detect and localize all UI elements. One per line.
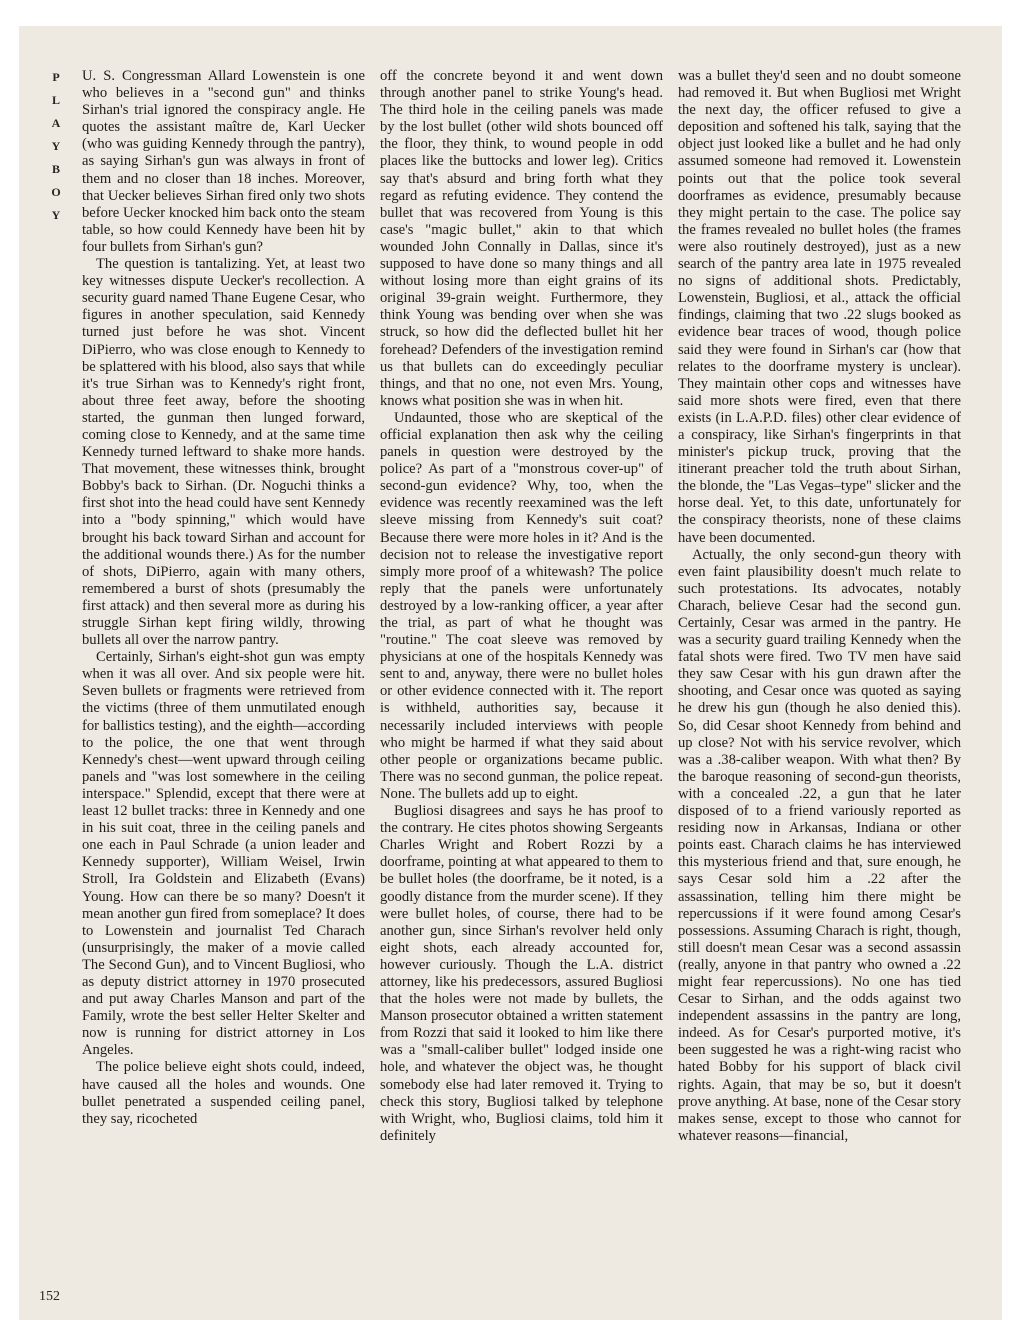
- sidebar-letter: O: [51, 185, 61, 199]
- paragraph: off the concrete beyond it and went down through another panel to strike Young's head. The third hole in the ceiling panels was made by the lost bullet (other wild shots bounced off the floor, they think, to wound people in odd places like the buttocks and lower leg). Critics say that's absurd and bring forth what they regard as refuting evidence. They contend the bullet that was recovered from Young is this case's "magic bullet," akin to that which wounded John Connally in Dallas, since it's supposed to have done so many things and all without losing more than eight grains of its original 39-grain weight. Furthermore, they think Young was bending over when she was struck, so how did the deflected bullet hit her forehead? Defenders of the investigation remind us that bullets can do exceedingly peculiar things, and that no one, not even Mrs. Young, knows what position she was in when hit.: [380, 68, 663, 409]
- sidebar-letter: Y: [51, 139, 61, 153]
- paragraph: The question is tantalizing. Yet, at least two key witnesses dispute Uecker's recollection. A security guard named Thane Eugene Cesar, who figures in another speculation, said Kennedy turned just before he was shot. Vincent DiPierro, who was close enough to Kennedy to be splattered with his blood, also says that while it's true Sirhan was to Kennedy's right front, about three feet away, before the shooting started, the gunman then lunged forward, coming close to Kennedy, and at the same time Kennedy turned leftward to shake more hands. That movement, these witnesses think, brought Bobby's back to Sirhan. (Dr. Noguchi thinks a first shot into the head could have sent Kennedy into a "body spinning," which would have brought his back toward Sirhan and account for the additional wounds there.) As for the number of shots, DiPierro, again with many others, remembered a burst of shots (presumably the first attack) and then several more as during his struggle Sirhan kept firing wildly, throwing bullets all over the narrow pantry.: [82, 256, 365, 649]
- sidebar-letter: L: [51, 93, 60, 107]
- paragraph: Actually, the only second-gun theory with even faint plausibility doesn't much relate to such protestations. Its advocates, notably Charach, believe Cesar had the second gun. Certainly, Cesar was armed in the pantry. He was a security guard trailing Kennedy when the fatal shots were fired. Two TV men have said they saw Cesar with his gun drawn after the shooting, and Cesar once was quoted as saying he drew his gun (though he also denied this). So, did Cesar shoot Kennedy from behind and up close? Not with his service revolver, which was a .38-caliber weapon. With what then? By the baroque reasoning of second-gun theorists, with a concealed .22, a gun that he later disposed of to a friend variously reported as residing now in Arkansas, Indiana or other points east. Charach claims he has interviewed this mysterious friend and that, sure enough, he says Cesar sold him a .22 after the assassination, telling him there might be repercussions if it were found among Cesar's possessions. Assuming Charach is right, though, still doesn't mean Cesar was a second assassin (really, anyone in that pantry who owned a .22 might fear repercussions). No one has tied Cesar to Sirhan, and the odds against two independent assassins in the pantry are long, indeed. As for Cesar's purported motive, it's been suggested he was a right-wing racist who hated Bobby for his support of black civil rights. Again, that may be so, but it doesn't prove anything. At base, none of the Cesar story makes sense, except to those who cannot for whatever reasons—financial,: [678, 546, 961, 1144]
- magazine-name-vertical: [49, 66, 63, 227]
- paragraph: U. S. Congressman Allard Lowenstein is one who believes in a "second gun" and thinks Sirhan's trial ignored the conspiracy angle. He quotes the assistant maître de, Karl Uecker (who was guiding Kennedy through the pantry), as saying Sirhan's gun was always in front of them and no closer than 18 inches. Moreover, that Uecker believes Sirhan fired only two shots before Uecker knocked him back onto the steam table, so how could Kennedy have been hit by four bullets from Sirhan's gun?: [82, 68, 365, 255]
- magazine-page: [19, 26, 1002, 1320]
- article-column-3: [678, 68, 961, 1145]
- sidebar-letter: A: [51, 116, 61, 130]
- sidebar-letter: Y: [51, 208, 61, 222]
- article-column-1: [82, 68, 365, 1128]
- paragraph: was a bullet they'd seen and no doubt someone had removed it. But when Bugliosi met Wright the next day, the officer refused to give a deposition and softened his talk, saying that the object just looked like a bullet and he had only assumed someone had removed it. Lowenstein points out that the police took several doorframes as evidence, presumably because they might pertain to the case. The police say the frames revealed no bullet holes (the frames were also routinely destroyed), just as a new search of the pantry area late in 1975 revealed no signs of additional shots. Predictably, Lowenstein, Bugliosi, et al., attack the official findings, claiming that two .22 slugs booked as evidence bear traces of wood, though police said they were found in Sirhan's car (how that relates to the doorframe mystery is unclear). They maintain other cops and witnesses have said more shots were fired, even that there exists (in L.A.P.D. files) other clear evidence of a conspiracy, like Sirhan's fingerprints in that minister's pickup truck, proving that the itinerant preacher told the truth about Sirhan, the blonde, the "Las Vegas–type" slicker and the horse deal. Yet, to this date, unfortunately for the conspiracy theorists, none of these claims have been documented.: [678, 68, 961, 546]
- paragraph: Certainly, Sirhan's eight-shot gun was empty when it was all over. And six people were hit. Seven bullets or fragments were retrieved from the victims (three of them unmutilated enough for ballistics testing), and the eighth—according to the police, the one that went through Kennedy's chest—went upward through ceiling panels and "was lost somewhere in the ceiling interspace." Splendid, except that there were at least 12 bullet tracks: three in Kennedy and one in his suit coat, three in the ceiling panels and one each in Paul Schrade (a union leader and Kennedy supporter), William Weisel, Irwin Stroll, Ira Goldstein and Elizabeth (Evans) Young. How can there be so many? Doesn't it mean another gun fired from someplace? It does to Lowenstein and journalist Ted Charach (unsurprisingly, the maker of a movie called The Second Gun), and to Vincent Bugliosi, who as deputy district attorney in 1970 prosecuted and put away Charles Manson and part of the Family, wrote the best seller Helter Skelter and now is running for district attorney in Los Angeles.: [82, 649, 365, 1059]
- sidebar-letter: B: [51, 162, 60, 176]
- page-number: 152: [39, 1289, 60, 1304]
- paragraph: Bugliosi disagrees and says he has proof to the contrary. He cites photos showing Sergeants Charles Wright and Robert Rozzi by a doorframe, pointing at what appeared to them to be bullet holes (the doorframe, be it noted, is a goodly distance from the murder scene). If they were bullet holes, of course, there had to be another gun, since Sirhan's revolver held only eight shots, each already accounted for, however curiously. Though the L.A. district attorney, like his predecessors, assured Bugliosi that the holes were not made by bullets, the Manson prosecutor obtained a written statement from Rozzi that said it looked to him like there was a "small-caliber bullet" lodged inside one hole, and whatever the object was, he thought somebody else had later removed it. Trying to check this story, Bugliosi talked by telephone with Wright, who, Bugliosi claims, told him it definitely: [380, 803, 663, 1144]
- paragraph: Undaunted, those who are skeptical of the official explanation then ask why the ceiling panels in question were destroyed by the police? As part of a "monstrous cover-up" of second-gun evidence? Why, too, when the evidence was recently reexamined was the left sleeve missing from Kennedy's suit coat? Because there were more holes in it? And is the decision not to release the investigative report simply more proof of a whitewash? The police reply that the panels were unfortunately destroyed by a low-ranking officer, a year after the trial, as part of what he thought was "routine." The coat sleeve was removed by physicians at one of the hospitals Kennedy was sent to and, anyway, there were no bullet holes or other evidence connected with it. The report is withheld, authorities say, because it necessarily included interviews with people who might be harmed if what they said about other people or organizations became public. There was no second gunman, the police repeat. None. The bullets add up to eight.: [380, 409, 663, 802]
- paragraph: The police believe eight shots could, indeed, have caused all the holes and wounds. One bullet penetrated a suspended ceiling panel, they say, ricocheted: [82, 1059, 365, 1127]
- article-column-2: [380, 68, 663, 1145]
- sidebar-letter: P: [52, 70, 60, 84]
